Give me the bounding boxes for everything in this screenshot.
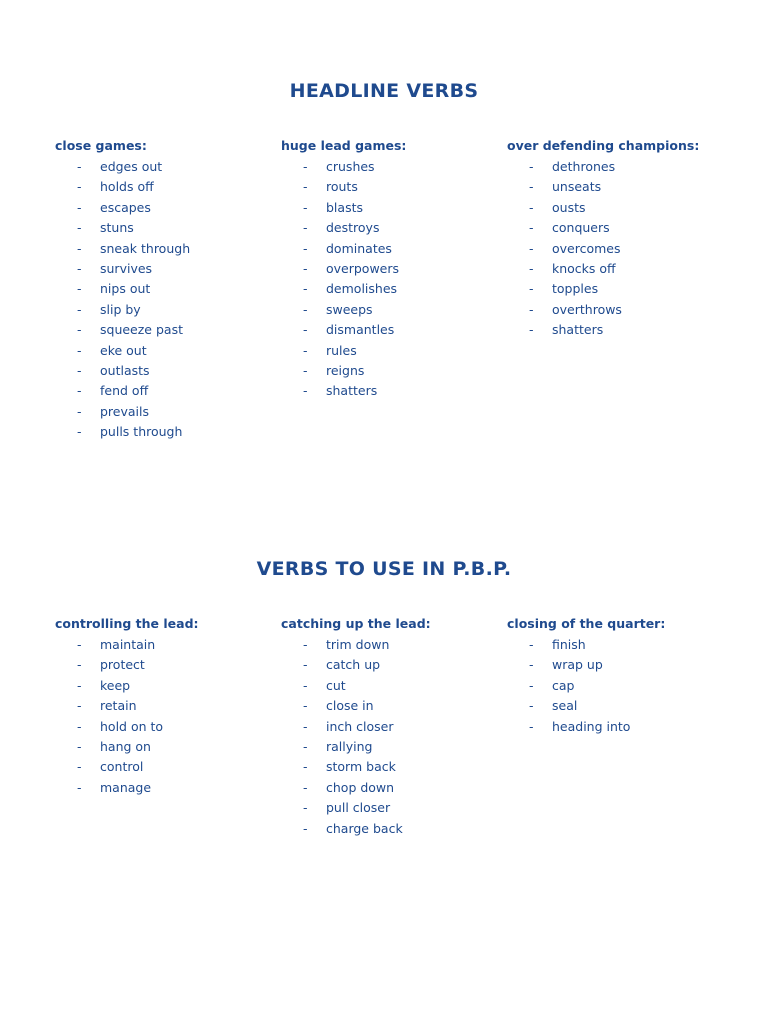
bullet-dash: -	[303, 779, 308, 795]
section-title: VERBS TO USE IN P.B.P.	[256, 558, 512, 580]
bullet-dash: -	[303, 342, 308, 358]
bullet-dash: -	[529, 220, 534, 236]
list-item	[281, 819, 501, 839]
bullet-dash: -	[77, 220, 82, 236]
verb-text: knocks off	[552, 260, 616, 276]
list-item	[281, 676, 501, 696]
verb-text: dethrones	[552, 159, 616, 174]
list-item	[281, 696, 501, 716]
list-item	[55, 198, 275, 218]
list-item	[55, 696, 275, 716]
list-item	[55, 635, 275, 655]
list-item	[507, 239, 727, 259]
verb-text: rules	[326, 342, 357, 358]
list-item	[507, 320, 727, 340]
bullet-dash: -	[529, 637, 534, 652]
bullet-dash: -	[77, 199, 82, 215]
list-item	[507, 300, 727, 320]
bullet-dash: -	[77, 738, 82, 754]
list-item	[507, 177, 727, 197]
list-item	[281, 778, 501, 798]
list-item	[55, 778, 275, 798]
bullet-dash: -	[77, 759, 82, 775]
verb-text: reigns	[326, 362, 365, 378]
bullet-dash: -	[303, 820, 308, 836]
column-over-defending-champions	[507, 137, 727, 341]
list-item	[55, 402, 275, 422]
column-heading: over defending champions:	[507, 138, 700, 153]
verb-text: ousts	[552, 199, 586, 215]
bullet-dash: -	[77, 179, 82, 195]
list-item	[55, 279, 275, 299]
verb-text: outlasts	[100, 362, 150, 378]
bullet-dash: -	[77, 322, 82, 338]
bullet-dash: -	[77, 677, 82, 693]
bullet-dash: -	[303, 698, 308, 714]
column-closing-of-the-quarter	[507, 615, 727, 737]
verb-text: trim down	[326, 637, 390, 652]
list-item	[55, 300, 275, 320]
verb-text: slip by	[100, 301, 141, 317]
bullet-dash: -	[303, 718, 308, 734]
verb-list	[55, 635, 275, 798]
bullet-dash: -	[303, 738, 308, 754]
verb-text: chop down	[326, 779, 395, 795]
bullet-dash: -	[529, 677, 534, 693]
verb-text: routs	[326, 179, 358, 195]
verb-text: overpowers	[326, 260, 400, 276]
bullet-dash: -	[529, 281, 534, 297]
bullet-dash: -	[303, 159, 308, 174]
verb-text: sweeps	[326, 301, 373, 317]
verb-text: unseats	[552, 179, 602, 195]
headline-verbs-section	[0, 78, 768, 457]
bullet-dash: -	[303, 179, 308, 195]
list-item	[55, 737, 275, 757]
list-item	[55, 717, 275, 737]
bullet-dash: -	[77, 159, 82, 174]
verb-text: squeeze past	[100, 322, 183, 338]
column-heading: closing of the quarter:	[507, 616, 666, 631]
verb-text: inch closer	[326, 718, 394, 734]
list-item	[507, 655, 727, 675]
bullet-dash: -	[529, 718, 534, 734]
bullet-dash: -	[77, 403, 82, 419]
columns	[0, 615, 768, 935]
verb-text: heading into	[552, 718, 631, 734]
verb-text: catch up	[326, 657, 381, 673]
bullet-dash: -	[303, 759, 308, 775]
verb-text: dismantles	[326, 322, 395, 338]
bullet-dash: -	[77, 383, 82, 399]
list-item	[55, 757, 275, 777]
bullet-dash: -	[529, 179, 534, 195]
bullet-dash: -	[529, 322, 534, 338]
list-item	[507, 717, 727, 737]
bullet-dash: -	[303, 199, 308, 215]
verb-text: demolishes	[326, 281, 398, 297]
list-item	[507, 198, 727, 218]
list-item	[507, 259, 727, 279]
list-item	[281, 341, 501, 361]
list-item	[281, 259, 501, 279]
list-item	[281, 381, 501, 401]
verb-text: pull closer	[326, 800, 391, 816]
list-item	[55, 218, 275, 238]
verb-text: overcomes	[552, 240, 621, 256]
verb-text: shatters	[552, 322, 604, 338]
list-item	[281, 177, 501, 197]
list-item	[281, 655, 501, 675]
verb-text: cap	[552, 677, 575, 693]
list-item	[55, 361, 275, 381]
column-huge-lead-games	[281, 137, 501, 402]
list-item	[281, 300, 501, 320]
list-item	[281, 737, 501, 757]
verb-text: keep	[100, 677, 131, 693]
bullet-dash: -	[303, 800, 308, 816]
bullet-dash: -	[77, 718, 82, 734]
verb-text: protect	[100, 657, 145, 673]
bullet-dash: -	[303, 322, 308, 338]
verb-list	[507, 157, 727, 341]
verb-text: holds off	[100, 179, 154, 195]
bullet-dash: -	[303, 240, 308, 256]
bullet-dash: -	[77, 657, 82, 673]
verb-text: close in	[326, 698, 374, 714]
verb-text: blasts	[326, 199, 363, 215]
verb-text: sneak through	[100, 240, 191, 256]
list-item	[281, 798, 501, 818]
column-heading: huge lead games:	[281, 138, 407, 153]
verb-text: conquers	[552, 220, 610, 236]
bullet-dash: -	[303, 301, 308, 317]
bullet-dash: -	[303, 260, 308, 276]
verb-text: dominates	[326, 240, 392, 256]
bullet-dash: -	[529, 199, 534, 215]
list-item	[281, 757, 501, 777]
list-item	[507, 696, 727, 716]
bullet-dash: -	[303, 677, 308, 693]
bullet-dash: -	[77, 281, 82, 297]
bullet-dash: -	[529, 657, 534, 673]
list-item	[55, 259, 275, 279]
bullet-dash: -	[529, 301, 534, 317]
verb-text: seal	[552, 698, 578, 714]
list-item	[55, 177, 275, 197]
columns	[0, 137, 768, 457]
verb-text: overthrows	[552, 301, 622, 317]
column-catching-up-the-lead	[281, 615, 501, 839]
bullet-dash: -	[303, 657, 308, 673]
verb-text: wrap up	[552, 657, 603, 673]
bullet-dash: -	[303, 220, 308, 236]
bullet-dash: -	[303, 383, 308, 399]
bullet-dash: -	[77, 424, 82, 440]
bullet-dash: -	[77, 342, 82, 358]
list-item	[55, 655, 275, 675]
bullet-dash: -	[77, 362, 82, 378]
list-item	[507, 218, 727, 238]
verb-text: hang on	[100, 738, 151, 754]
verb-text: survives	[100, 260, 153, 276]
list-item	[55, 341, 275, 361]
column-heading: catching up the lead:	[281, 616, 431, 631]
list-item	[281, 361, 501, 381]
bullet-dash: -	[303, 362, 308, 378]
list-item	[281, 279, 501, 299]
list-item	[507, 157, 727, 177]
list-item	[281, 635, 501, 655]
list-item	[281, 218, 501, 238]
bullet-dash: -	[77, 301, 82, 317]
verb-text: manage	[100, 779, 152, 795]
list-item	[55, 422, 275, 442]
verb-text: crushes	[326, 159, 375, 174]
bullet-dash: -	[529, 698, 534, 714]
list-item	[55, 239, 275, 259]
verb-text: maintain	[100, 637, 156, 652]
verb-text: prevails	[100, 403, 150, 419]
list-item	[55, 157, 275, 177]
verb-text: stuns	[100, 220, 134, 236]
column-heading: close games:	[55, 138, 147, 153]
list-item	[55, 381, 275, 401]
verb-text: hold on to	[100, 718, 164, 734]
list-item	[507, 635, 727, 655]
verb-text: cut	[326, 677, 346, 693]
verb-text: storm back	[326, 759, 396, 775]
bullet-dash: -	[529, 240, 534, 256]
column-controlling-the-lead	[55, 615, 275, 798]
bullet-dash: -	[303, 281, 308, 297]
verb-text: fend off	[100, 383, 149, 399]
bullet-dash: -	[77, 637, 82, 652]
list-item	[281, 717, 501, 737]
list-item	[55, 676, 275, 696]
bullet-dash: -	[529, 260, 534, 276]
verb-list	[281, 635, 501, 839]
verb-text: eke out	[100, 342, 147, 358]
verb-text: finish	[552, 637, 586, 652]
verb-text: nips out	[100, 281, 151, 297]
verb-text: shatters	[326, 383, 378, 399]
bullet-dash: -	[77, 240, 82, 256]
verb-text: escapes	[100, 199, 151, 215]
bullet-dash: -	[303, 637, 308, 652]
bullet-dash: -	[77, 779, 82, 795]
list-item	[281, 320, 501, 340]
column-heading: controlling the lead:	[55, 616, 199, 631]
verb-text: retain	[100, 698, 137, 714]
section-title: HEADLINE VERBS	[289, 80, 479, 102]
verb-text: pulls through	[100, 424, 183, 440]
column-close-games	[55, 137, 275, 442]
verb-text: rallying	[326, 738, 373, 754]
verb-text: topples	[552, 281, 599, 297]
list-item	[507, 279, 727, 299]
list-item	[281, 198, 501, 218]
list-item	[281, 239, 501, 259]
verb-text: edges out	[100, 159, 163, 174]
verb-list	[55, 157, 275, 442]
list-item	[507, 676, 727, 696]
bullet-dash: -	[77, 698, 82, 714]
verb-text: charge back	[326, 820, 403, 836]
bullet-dash: -	[529, 159, 534, 174]
verb-list	[507, 635, 727, 737]
list-item	[55, 320, 275, 340]
verb-text: destroys	[326, 220, 380, 236]
verb-text: control	[100, 759, 144, 775]
list-item	[281, 157, 501, 177]
verb-list	[281, 157, 501, 402]
pbp-verbs-section	[0, 556, 768, 935]
bullet-dash: -	[77, 260, 82, 276]
